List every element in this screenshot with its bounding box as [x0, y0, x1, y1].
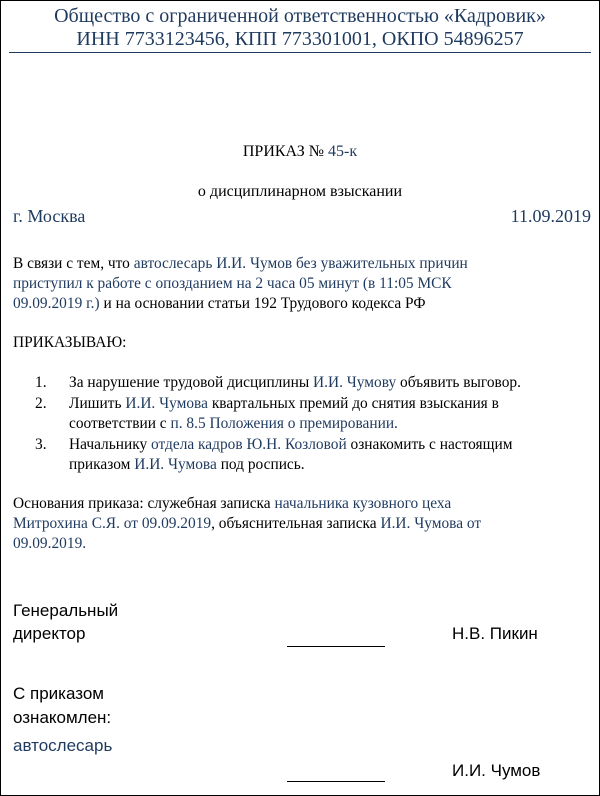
intro-text: В связи с тем, что	[13, 255, 134, 272]
order-word: ПРИКАЗЫВАЮ:	[13, 334, 127, 351]
director-name: Н.В. Пикин	[452, 624, 538, 643]
director-title-line1: Генеральный	[13, 601, 119, 620]
ack-line2: ознакомлен:	[13, 708, 112, 727]
employee-name: И.И. Чумов	[452, 761, 541, 780]
order-city: г. Москва	[13, 206, 86, 226]
order-date: 11.09.2019	[510, 206, 591, 226]
employee-signature-line	[287, 781, 385, 782]
list-item: Начальнику отдела кадров Ю.Н. Козловой ознакомить с настоящим	[69, 436, 513, 453]
intro-highlight: автослесарь И.И. Чумов без уважительных причин	[133, 255, 468, 272]
ack-line1: С приказом	[13, 684, 104, 703]
director-signature-line	[287, 646, 385, 647]
intro-highlight-2: приступил к работе с опозданием на 2 часа 05 минут (в 11:05 МСК	[13, 275, 452, 292]
org-codes: ИНН 7733123456, КПП 773301001, ОКПО 54896257	[76, 28, 524, 50]
order-title-prefix: ПРИКАЗ №	[242, 143, 328, 160]
employee-position: автослесарь	[13, 736, 113, 755]
list-number: 2.	[35, 395, 47, 412]
header-rule	[9, 52, 591, 53]
order-number: 45-к	[328, 143, 358, 160]
list-number: 3.	[35, 436, 47, 453]
list-item: За нарушение трудовой дисциплины И.И. Чумову объявить выговор.	[69, 374, 521, 391]
order-subject: о дисциплинарном взыскании	[197, 183, 403, 200]
org-name: Общество с ограниченной ответственностью «Кадровик»	[54, 5, 546, 27]
intro-text-2: и на основании статьи 192 Трудового кодекса РФ	[99, 295, 426, 312]
intro-date: 09.09.2019 г.)	[13, 295, 100, 312]
director-title-line2: директор	[13, 624, 86, 643]
list-item: Лишить И.И. Чумова квартальных премий до снятия взыскания в	[69, 395, 499, 412]
order-title	[0, 143, 600, 161]
list-item-continuation: соответствии с п. 8.5 Положения о премировании.	[69, 415, 398, 432]
list-item-continuation: приказом И.И. Чумова под роспись.	[69, 456, 305, 473]
list-number: 1.	[35, 374, 47, 391]
